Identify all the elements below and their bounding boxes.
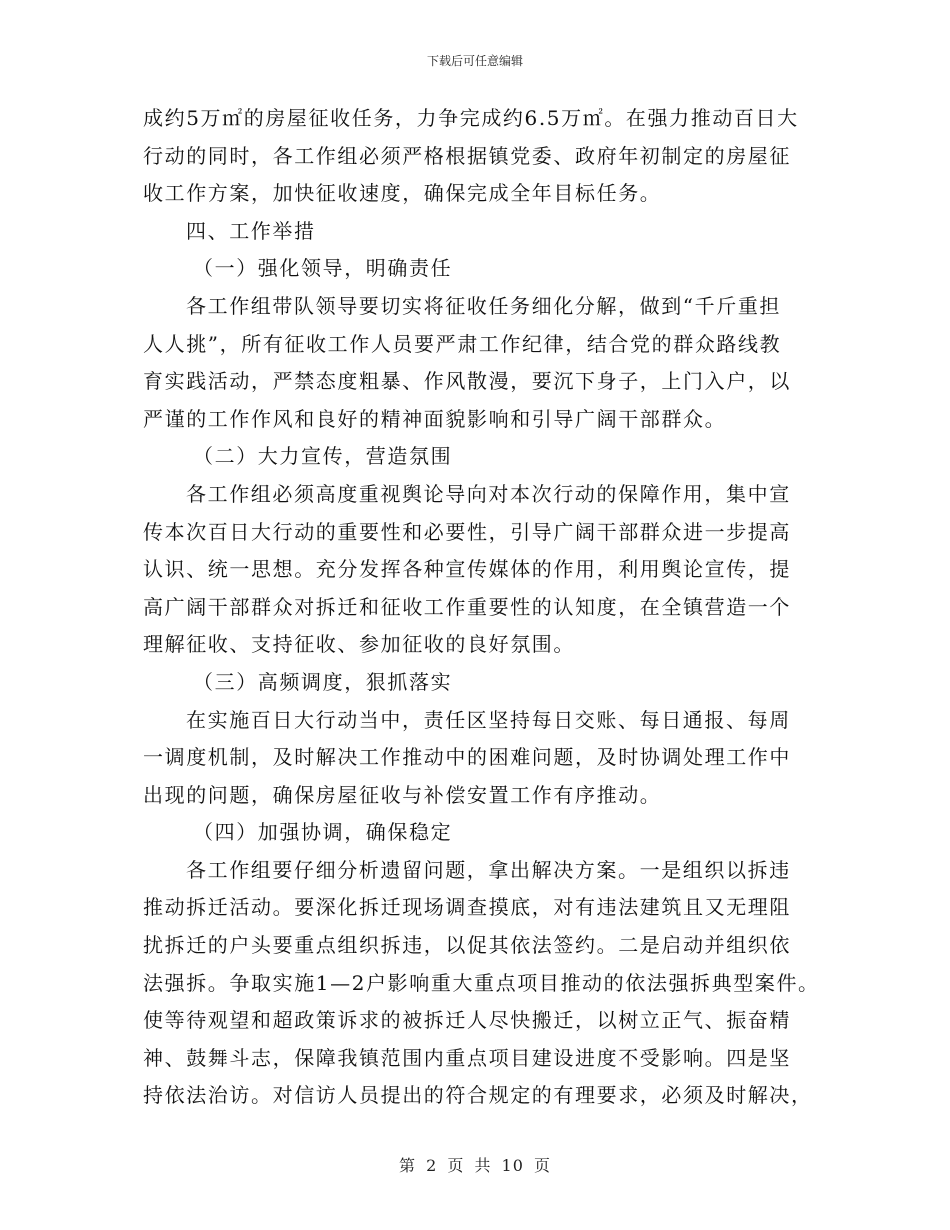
body-line: 人人挑”，所有征收工作人员要严肃工作纪律，结合党的群众路线教 — [143, 331, 782, 356]
section-heading: 四、工作举措 — [186, 218, 316, 243]
subsection-heading: （四）加强协调，确保稳定 — [193, 820, 453, 845]
body-line: 理解征收、支持征收、参加征收的良好氛围。 — [143, 632, 575, 657]
body-line: 出现的问题，确保房屋征收与补偿安置工作有序推动。 — [143, 782, 662, 807]
body-line: 成约5万㎡的房屋征收任务，力争完成约6.5万㎡。在强力推动百日大 — [143, 106, 799, 130]
body-line: 各工作组要仔细分析遗留问题，拿出解决方案。一是组织以拆违 — [186, 857, 791, 882]
body-line: 各工作组必须高度重视舆论导向对本次行动的保障作用，集中宣 — [186, 481, 791, 506]
body-line: 严谨的工作作风和良好的精神面貌影响和引导广阔干部群众。 — [143, 406, 727, 431]
body-line: 认识、统一思想。充分发挥各种宣传媒体的作用，利用舆论宣传，提 — [143, 557, 791, 582]
page-number-footer: 第 2 页 共 10 页 — [399, 1156, 551, 1175]
body-line: 推动拆迁活动。要深化拆迁现场调查摸底，对有违法建筑且又无理阻 — [143, 895, 791, 920]
body-line: 扰拆迁的户头要重点组织拆违，以促其依法签约。二是启动并组织依 — [143, 933, 791, 958]
subsection-heading: （二）大力宣传，营造氛围 — [193, 444, 453, 469]
body-line: 各工作组带队领导要切实将征收任务细化分解，做到“千斤重担 — [186, 293, 782, 318]
subsection-heading: （一）强化领导，明确责任 — [193, 256, 453, 281]
body-line: 育实践活动，严禁态度粗暴、作风散漫，要沉下身子，上门入户，以 — [143, 369, 791, 394]
body-line: 使等待观望和超政策诉求的被拆迁人尽快搬迁，以树立正气、振奋精 — [143, 1008, 791, 1033]
body-line: 行动的同时，各工作组必须严格根据镇党委、政府年初制定的房屋征 — [143, 143, 791, 168]
body-line: 收工作方案，加快征收速度，确保完成全年目标任务。 — [143, 181, 662, 206]
body-line: 神、鼓舞斗志，保障我镇范围内重点项目建设进度不受影响。四是坚 — [143, 1045, 791, 1070]
subsection-heading: （三）高频调度，狠抓落实 — [193, 669, 453, 694]
document-body — [143, 100, 820, 1115]
body-line: 持依法治访。对信访人员提出的符合规定的有理要求，必须及时解决， — [143, 1083, 813, 1108]
body-line: 高广阔干部群众对拆迁和征收工作重要性的认知度，在全镇营造一个 — [143, 594, 791, 619]
body-line: 在实施百日大行动当中，责任区坚持每日交账、每日通报、每周 — [186, 707, 791, 732]
body-line: 一调度机制，及时解决工作推动中的困难问题，及时协调处理工作中 — [143, 745, 791, 770]
page-header: 下载后可任意编辑 — [426, 54, 523, 68]
body-line: 传本次百日大行动的重要性和必要性，引导广阔干部群众进一步提高 — [143, 519, 791, 544]
body-line: 法强拆。争取实施1—2户影响重大重点项目推动的依法强拆典型案件。 — [143, 970, 820, 995]
